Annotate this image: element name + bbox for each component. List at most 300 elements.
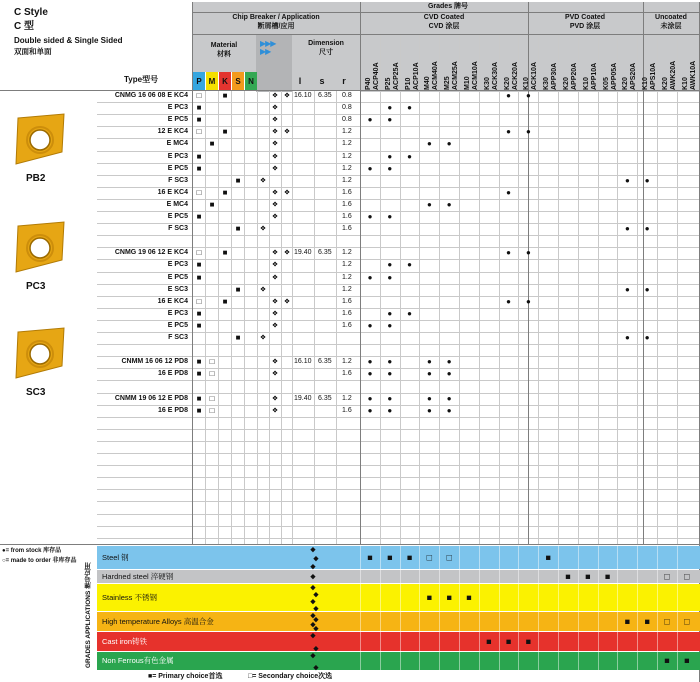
application-diamond-icon: ◆ xyxy=(313,625,319,633)
stock-dot-icon: ● xyxy=(367,393,373,403)
band-vline xyxy=(558,546,559,569)
pvd-title-cn: PVD 涂层 xyxy=(569,23,601,30)
stock-dot-icon: ● xyxy=(387,308,393,318)
stock-dot-icon: ● xyxy=(624,175,630,185)
primary-square-icon: ■ xyxy=(196,357,202,367)
grid-hline xyxy=(97,477,700,478)
band-vline xyxy=(439,584,440,611)
grid-major-hline xyxy=(192,34,700,35)
sided-title: Double sided & Single Sided xyxy=(14,36,123,45)
pvd-title: PVD Coated xyxy=(564,14,606,21)
band-vline xyxy=(499,584,500,611)
application-diamond-icon: ❖ xyxy=(271,128,279,136)
application-diamond-icon: ◆ xyxy=(310,621,316,629)
dimension-r-value: 1.6 xyxy=(342,321,352,329)
application-diamond-icon: ❖ xyxy=(259,177,267,185)
dimension-l-value: 19.40 xyxy=(294,249,312,257)
grade-iso-3: M40 xyxy=(424,76,432,90)
band-vline xyxy=(677,612,678,631)
application-band xyxy=(97,584,700,611)
secondary-square-icon: □ xyxy=(426,552,433,562)
grade-iso-11: K10 xyxy=(582,77,590,90)
uncoated-title: Uncoated xyxy=(655,14,687,21)
grid-vline xyxy=(419,34,420,544)
grid-hline xyxy=(97,453,700,454)
band-vline xyxy=(637,546,638,569)
grid-hline xyxy=(97,114,700,115)
stock-dot-icon: ● xyxy=(367,163,373,173)
grade-name-2: ACP10A xyxy=(412,62,420,90)
primary-square-icon: ■ xyxy=(196,151,202,161)
grade-iso-5: M10 xyxy=(464,76,471,90)
band-vline xyxy=(617,570,618,583)
stock-dot-icon: ● xyxy=(387,151,393,161)
primary-square-icon: ■ xyxy=(196,163,202,173)
grade-iso-8: K10 xyxy=(523,77,531,90)
primary-square-icon: ■ xyxy=(604,571,611,581)
material-title-cn: 材料 xyxy=(217,51,231,58)
band-vline xyxy=(479,570,480,583)
grid-vline xyxy=(558,34,559,544)
primary-square-icon: ■ xyxy=(196,272,202,282)
application-diamond-icon: ❖ xyxy=(271,189,279,197)
primary-square-icon: ■ xyxy=(196,320,202,330)
band-vline xyxy=(558,652,559,670)
secondary-square-icon: □ xyxy=(664,571,670,581)
band-vline xyxy=(459,570,460,583)
band-vline xyxy=(578,632,579,651)
grid-vline xyxy=(269,90,270,544)
grade-name-13: APS20A xyxy=(630,62,638,90)
grid-hline xyxy=(97,514,700,515)
grid-major-hline xyxy=(0,90,700,91)
band-vline xyxy=(459,546,460,569)
band-vline xyxy=(360,652,361,670)
band-vline xyxy=(360,632,361,651)
primary-square-icon: ■ xyxy=(196,103,202,113)
application-diamond-icon: ❖ xyxy=(271,213,279,221)
dimension-title-cn: 尺寸 xyxy=(319,49,333,56)
grid-hline xyxy=(97,126,700,127)
band-vline xyxy=(538,652,539,670)
application-diamond-icon: ◆ xyxy=(313,591,319,599)
band-vline xyxy=(419,632,420,651)
stock-dot-icon: ● xyxy=(644,224,650,234)
row-type: 12 E KC4 xyxy=(157,128,188,136)
primary-square-icon: ■ xyxy=(196,405,202,415)
band-vline xyxy=(617,632,618,651)
grade-name-5: ACM10A xyxy=(472,61,479,90)
band-vline xyxy=(598,584,599,611)
band-vline xyxy=(360,612,361,631)
grid-vline xyxy=(479,34,480,544)
grid-vline xyxy=(257,90,258,544)
band-vline xyxy=(518,632,519,651)
primary-square-icon: ■ xyxy=(387,552,393,562)
band-vline xyxy=(617,652,618,670)
band-vline xyxy=(419,612,420,631)
band-vline xyxy=(400,546,401,569)
grid-hline xyxy=(97,223,700,224)
grade-name-14: APS10A xyxy=(650,62,658,90)
dimension-r-value: 1.2 xyxy=(342,394,352,402)
secondary-square-icon: □ xyxy=(209,357,215,367)
band-vline xyxy=(538,546,539,569)
grade-iso-1: P25 xyxy=(384,77,392,90)
row-type: CNMM 19 06 12 E PD8 xyxy=(114,394,188,402)
application-diamond-icon: ◆ xyxy=(313,645,319,653)
grades-title: Grades 牌号 xyxy=(427,3,469,10)
primary-choice-legend: ■= Primary choice首选 xyxy=(148,673,223,680)
band-label: High temperature Alloys 高温合金 xyxy=(102,616,214,626)
grade-name-1: ACP25A xyxy=(392,62,400,90)
grid-vline xyxy=(314,90,315,544)
application-diamond-icon: ❖ xyxy=(271,358,279,366)
grid-major-vline xyxy=(360,2,361,544)
stock-dot-icon: ● xyxy=(446,393,452,403)
grade-name-16: AWK10A xyxy=(689,60,697,90)
application-diamond-icon: ◆ xyxy=(313,664,319,672)
application-diamond-icon: ◆ xyxy=(310,573,316,580)
band-vline xyxy=(400,584,401,611)
primary-square-icon: ■ xyxy=(486,636,492,646)
band-vline xyxy=(598,546,599,569)
grid-hline xyxy=(97,538,700,539)
band-vline xyxy=(637,632,638,651)
row-type: F SC3 xyxy=(168,225,188,233)
primary-square-icon: ■ xyxy=(367,552,373,562)
row-type: E PC5 xyxy=(167,321,188,329)
stock-dot-icon: ● xyxy=(387,163,393,173)
row-type: E MC4 xyxy=(166,140,188,148)
stock-dot-icon: ● xyxy=(367,212,373,222)
stock-dot-icon: ● xyxy=(624,284,630,294)
secondary-square-icon: □ xyxy=(684,571,690,581)
from-stock-legend: ●= from stock 库存品 xyxy=(2,548,62,554)
application-diamond-icon: ❖ xyxy=(283,298,291,306)
band-vline xyxy=(637,584,638,611)
dimension-s-label: s xyxy=(319,76,325,86)
band-label: Hardned steel 淬硬钢 xyxy=(102,571,174,581)
chip-breaker-title: Chip Breaker / Application xyxy=(232,14,320,21)
stock-dot-icon: ● xyxy=(426,139,432,149)
grid-vline xyxy=(578,34,579,544)
cvd-title: CVD Coated xyxy=(423,14,465,21)
band-vline xyxy=(439,612,440,631)
material-n-label: N xyxy=(248,77,254,86)
stock-dot-icon: ● xyxy=(387,369,393,379)
stock-dot-icon: ● xyxy=(644,333,650,343)
band-vline xyxy=(657,652,658,670)
grid-vline xyxy=(292,90,293,544)
grid-major-hline xyxy=(192,12,700,13)
band-vline xyxy=(558,632,559,651)
application-diamond-icon: ❖ xyxy=(271,322,279,330)
band-vline xyxy=(637,570,638,583)
band-vline xyxy=(538,632,539,651)
application-diamond-icon: ❖ xyxy=(271,370,279,378)
stock-dot-icon: ● xyxy=(644,175,650,185)
stock-dot-icon: ● xyxy=(446,139,452,149)
stock-dot-icon: ● xyxy=(446,405,452,415)
grid-vline xyxy=(598,34,599,544)
application-diamond-icon: ❖ xyxy=(271,310,279,318)
band-vline xyxy=(538,584,539,611)
band-vline xyxy=(419,570,420,583)
band-vline xyxy=(538,612,539,631)
grade-name-9: APP30A xyxy=(551,62,559,90)
application-band xyxy=(97,652,700,670)
grid-hline xyxy=(97,199,700,200)
grade-iso-15: K20 xyxy=(662,77,669,90)
application-diamond-icon: ◆ xyxy=(313,555,319,562)
grade-name-3: ACM40A xyxy=(432,61,440,90)
primary-square-icon: ■ xyxy=(235,175,241,185)
stock-dot-icon: ● xyxy=(387,320,393,330)
primary-square-icon: ■ xyxy=(426,592,433,602)
grid-hline xyxy=(97,308,700,309)
grid-vline xyxy=(231,90,232,544)
grid-hline xyxy=(97,465,700,466)
band-vline xyxy=(677,632,678,651)
band-vline xyxy=(657,570,658,583)
row-type: CNMG 16 06 08 E KC4 xyxy=(114,92,188,100)
band-vline xyxy=(380,612,381,631)
stock-dot-icon: ● xyxy=(624,333,630,343)
application-diamond-icon: ❖ xyxy=(271,104,279,112)
primary-square-icon: ■ xyxy=(222,127,228,137)
band-vline xyxy=(657,546,658,569)
stock-dot-icon: ● xyxy=(426,199,432,209)
application-diamond-icon: ◆ xyxy=(310,598,316,606)
row-type: 16 E PD8 xyxy=(158,370,188,378)
primary-square-icon: ■ xyxy=(196,212,202,222)
band-vline xyxy=(479,612,480,631)
style-title-block xyxy=(0,0,192,90)
band-vline xyxy=(439,632,440,651)
type-header: Type型号 xyxy=(124,75,159,84)
grade-iso-13: K20 xyxy=(622,77,630,90)
band-vline xyxy=(380,584,381,611)
grade-name-4: ACM25A xyxy=(452,61,460,90)
application-diamond-icon: ❖ xyxy=(271,165,279,173)
dimension-l-value: 19.40 xyxy=(294,394,312,402)
grades-applications-title: GRADES APPLICATIONS 牌号应用 xyxy=(85,562,92,668)
primary-square-icon: ■ xyxy=(222,296,228,306)
application-diamond-icon: ❖ xyxy=(271,140,279,148)
application-diamond-icon: ◆ xyxy=(310,652,316,660)
band-vline xyxy=(419,584,420,611)
dimension-r-value: 1.2 xyxy=(342,140,352,148)
grade-name-8: ACK10A xyxy=(531,61,539,90)
dimension-r-value: 0.8 xyxy=(342,92,352,100)
grade-name-12: APP05A xyxy=(610,62,618,90)
primary-square-icon: ■ xyxy=(235,333,241,343)
secondary-square-icon: □ xyxy=(209,405,215,415)
dimension-s-value: 6.35 xyxy=(318,394,332,402)
dimension-r-value: 1.2 xyxy=(342,273,352,281)
band-vline xyxy=(558,570,559,583)
dimension-r-value: 1.6 xyxy=(342,297,352,305)
grid-vline xyxy=(677,34,678,544)
stock-dot-icon: ● xyxy=(387,393,393,403)
application-diamond-icon: ❖ xyxy=(271,249,279,257)
band-vline xyxy=(400,632,401,651)
primary-square-icon: ■ xyxy=(505,636,512,646)
stock-dot-icon: ● xyxy=(525,248,531,258)
grid-hline xyxy=(97,332,700,333)
primary-square-icon: ■ xyxy=(222,248,228,258)
stock-dot-icon: ● xyxy=(525,91,531,101)
dimension-l-value: 16.10 xyxy=(294,92,312,100)
grid-hline xyxy=(97,501,700,502)
dimension-r-value: 1.6 xyxy=(342,309,352,317)
band-vline xyxy=(538,570,539,583)
band-vline xyxy=(518,612,519,631)
secondary-square-icon: □ xyxy=(209,369,215,379)
band-vline xyxy=(617,612,618,631)
application-diamond-icon: ❖ xyxy=(283,92,291,100)
dimension-s-value: 6.35 xyxy=(318,249,332,257)
primary-square-icon: ■ xyxy=(196,115,202,125)
application-diamond-icon: ❖ xyxy=(283,249,291,257)
band-vline xyxy=(439,652,440,670)
primary-square-icon: ■ xyxy=(466,592,472,602)
insert-label: SC3 xyxy=(26,387,46,398)
application-diamond-icon: ❖ xyxy=(271,116,279,124)
row-type: F SC3 xyxy=(168,176,188,184)
grid-hline xyxy=(97,380,700,381)
dimension-r-value: 1.2 xyxy=(342,358,352,366)
band-label: Stainless 不锈钢 xyxy=(102,592,158,602)
row-type: E PC3 xyxy=(167,152,188,160)
chip-breaker-title-cn: 断屑槽/应用 xyxy=(257,23,295,30)
application-diamond-icon: ❖ xyxy=(271,153,279,161)
grid-vline xyxy=(281,90,282,544)
style-title-cn: C 型 xyxy=(14,21,34,32)
dimension-r-value: 1.6 xyxy=(342,213,352,221)
stock-dot-icon: ● xyxy=(387,103,393,113)
application-diamond-icon: ❖ xyxy=(259,225,267,233)
stock-dot-icon: ● xyxy=(446,357,452,367)
primary-square-icon: ■ xyxy=(624,616,631,626)
grade-name-15: AWK20A xyxy=(670,60,677,90)
band-label: Steel 钢 xyxy=(102,552,129,562)
application-diamond-icon: ◆ xyxy=(313,616,319,624)
grid-vline xyxy=(459,34,460,544)
grid-hline xyxy=(97,441,700,442)
stock-dot-icon: ● xyxy=(407,151,413,161)
grid-major-hline xyxy=(0,544,700,545)
band-vline xyxy=(578,546,579,569)
band-vline xyxy=(677,652,678,670)
application-diamond-icon: ◆ xyxy=(313,605,319,613)
band-vline xyxy=(677,570,678,583)
row-type: E PC5 xyxy=(167,116,188,124)
band-vline xyxy=(578,570,579,583)
application-diamond-icon: ❖ xyxy=(271,395,279,403)
band-vline xyxy=(380,546,381,569)
band-vline xyxy=(617,584,618,611)
primary-square-icon: ■ xyxy=(525,636,532,646)
band-vline xyxy=(518,652,519,670)
band-vline xyxy=(459,612,460,631)
grid-vline xyxy=(380,34,381,544)
band-vline xyxy=(360,584,361,611)
row-type: E PC5 xyxy=(167,273,188,281)
grade-iso-14: K10 xyxy=(642,77,650,90)
dimension-s-value: 6.35 xyxy=(318,92,332,100)
grid-hline xyxy=(97,175,700,176)
stock-dot-icon: ● xyxy=(446,199,452,209)
application-diamond-icon: ❖ xyxy=(271,298,279,306)
band-vline xyxy=(419,652,420,670)
stock-dot-icon: ● xyxy=(644,284,650,294)
grid-hline xyxy=(97,138,700,139)
band-vline xyxy=(499,652,500,670)
application-diamond-icon: ❖ xyxy=(283,189,291,197)
band-vline xyxy=(657,584,658,611)
stock-dot-icon: ● xyxy=(387,260,393,270)
application-band xyxy=(97,632,700,651)
band-vline xyxy=(419,546,420,569)
application-diamond-icon: ◆ xyxy=(310,584,316,592)
band-vline xyxy=(657,632,658,651)
band-vline xyxy=(598,652,599,670)
sided-title-cn: 双面和单面 xyxy=(14,47,52,56)
application-diamond-icon: ❖ xyxy=(259,334,267,342)
dimension-r-value: 1.2 xyxy=(342,261,352,269)
grid-vline xyxy=(538,34,539,544)
dimension-r-value: 1.6 xyxy=(342,370,352,378)
secondary-square-icon: □ xyxy=(684,616,690,626)
dimension-s-value: 6.35 xyxy=(318,358,332,366)
grid-vline xyxy=(400,34,401,544)
application-diamond-icon: ❖ xyxy=(259,286,267,294)
row-type: CNMM 16 06 12 PD8 xyxy=(121,358,188,366)
stock-dot-icon: ● xyxy=(506,187,512,197)
primary-square-icon: ■ xyxy=(684,655,690,666)
stock-dot-icon: ● xyxy=(446,369,452,379)
grade-iso-12: K05 xyxy=(602,77,610,90)
application-diamond-icon: ◆ xyxy=(310,632,316,640)
grade-iso-6: K30 xyxy=(483,77,491,90)
made-to-order-legend: ○= made to order 非库存品 xyxy=(2,558,77,564)
grid-vline xyxy=(637,34,638,544)
stock-dot-icon: ● xyxy=(367,320,373,330)
stock-dot-icon: ● xyxy=(426,369,432,379)
grid-hline xyxy=(97,102,700,103)
grid-hline xyxy=(97,259,700,260)
grade-iso-9: K30 xyxy=(543,77,551,90)
insert-pb2-image xyxy=(10,112,70,168)
primary-square-icon: ■ xyxy=(222,187,228,197)
grade-name-11: APP10A xyxy=(590,62,598,90)
application-diamond-icon: ❖ xyxy=(271,261,279,269)
band-vline xyxy=(677,584,678,611)
band-vline xyxy=(479,632,480,651)
band-vline xyxy=(360,546,361,569)
primary-square-icon: ■ xyxy=(209,199,215,209)
band-vline xyxy=(558,612,559,631)
application-diamond-icon: ❖ xyxy=(271,92,279,100)
band-label: Cast iron铸铁 xyxy=(102,636,148,646)
grade-name-0: ACP40A xyxy=(373,62,380,90)
band-vline xyxy=(499,546,500,569)
band-vline xyxy=(578,584,579,611)
grid-hline xyxy=(97,405,700,406)
band-vline xyxy=(380,632,381,651)
